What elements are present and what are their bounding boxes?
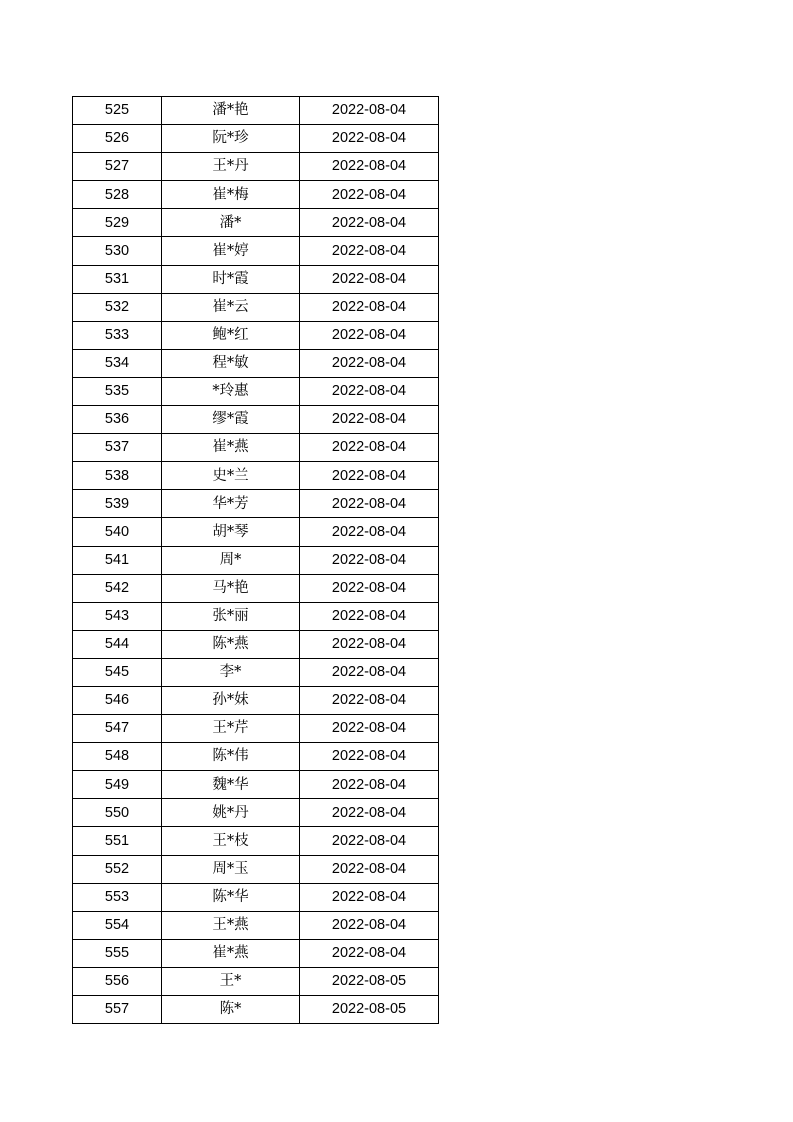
date-cell: 2022-08-04: [300, 546, 439, 574]
row-number-cell: 536: [73, 406, 162, 434]
row-number-cell: 552: [73, 855, 162, 883]
row-number-cell: 551: [73, 827, 162, 855]
table-row: [73, 237, 439, 265]
date-cell: 2022-08-04: [300, 462, 439, 490]
table-row: [73, 125, 439, 153]
date-cell: 2022-08-05: [300, 967, 439, 995]
table-row: [73, 349, 439, 377]
name-cell: 缪*霞: [162, 406, 300, 434]
date-cell: 2022-08-04: [300, 265, 439, 293]
date-cell: 2022-08-04: [300, 406, 439, 434]
table-row: [73, 883, 439, 911]
table-row: [73, 939, 439, 967]
table-row: [73, 743, 439, 771]
row-number-cell: 530: [73, 237, 162, 265]
row-number-cell: 534: [73, 349, 162, 377]
row-number-cell: 535: [73, 377, 162, 405]
row-number-cell: 539: [73, 490, 162, 518]
row-number-cell: 538: [73, 462, 162, 490]
date-cell: 2022-08-04: [300, 630, 439, 658]
row-number-cell: 549: [73, 771, 162, 799]
table-row: [73, 490, 439, 518]
date-cell: 2022-08-04: [300, 602, 439, 630]
date-cell: 2022-08-04: [300, 518, 439, 546]
table-row: [73, 153, 439, 181]
table-row: [73, 967, 439, 995]
date-cell: 2022-08-04: [300, 715, 439, 743]
table-row: [73, 602, 439, 630]
row-number-cell: 526: [73, 125, 162, 153]
row-number-cell: 556: [73, 967, 162, 995]
name-cell: 华*芳: [162, 490, 300, 518]
row-number-cell: 555: [73, 939, 162, 967]
table-row: [73, 715, 439, 743]
name-cell: *玲惠: [162, 377, 300, 405]
date-cell: 2022-08-05: [300, 996, 439, 1024]
table-row: [73, 546, 439, 574]
name-cell: 王*枝: [162, 827, 300, 855]
name-cell: 崔*云: [162, 293, 300, 321]
table-row: [73, 181, 439, 209]
name-cell: 陈*伟: [162, 743, 300, 771]
table-row: [73, 771, 439, 799]
date-cell: 2022-08-04: [300, 434, 439, 462]
date-cell: 2022-08-04: [300, 209, 439, 237]
name-cell: 鲍*红: [162, 321, 300, 349]
row-number-cell: 547: [73, 715, 162, 743]
row-number-cell: 548: [73, 743, 162, 771]
name-cell: 周*: [162, 546, 300, 574]
date-cell: 2022-08-04: [300, 771, 439, 799]
row-number-cell: 546: [73, 686, 162, 714]
date-cell: 2022-08-04: [300, 321, 439, 349]
table-row: [73, 406, 439, 434]
row-number-cell: 543: [73, 602, 162, 630]
row-number-cell: 532: [73, 293, 162, 321]
date-cell: 2022-08-04: [300, 743, 439, 771]
row-number-cell: 531: [73, 265, 162, 293]
date-cell: 2022-08-04: [300, 939, 439, 967]
name-cell: 魏*华: [162, 771, 300, 799]
row-number-cell: 525: [73, 97, 162, 125]
date-cell: 2022-08-04: [300, 686, 439, 714]
date-cell: 2022-08-04: [300, 181, 439, 209]
table-row: [73, 321, 439, 349]
row-number-cell: 542: [73, 574, 162, 602]
table-row: [73, 799, 439, 827]
row-number-cell: 537: [73, 434, 162, 462]
date-cell: 2022-08-04: [300, 855, 439, 883]
table-row: [73, 630, 439, 658]
row-number-cell: 540: [73, 518, 162, 546]
table-row: [73, 911, 439, 939]
row-number-cell: 545: [73, 658, 162, 686]
name-cell: 崔*燕: [162, 434, 300, 462]
name-cell: 程*敏: [162, 349, 300, 377]
date-cell: 2022-08-04: [300, 97, 439, 125]
row-number-cell: 553: [73, 883, 162, 911]
name-cell: 陈*: [162, 996, 300, 1024]
date-cell: 2022-08-04: [300, 799, 439, 827]
name-cell: 崔*婷: [162, 237, 300, 265]
name-cell: 李*: [162, 658, 300, 686]
date-cell: 2022-08-04: [300, 125, 439, 153]
date-cell: 2022-08-04: [300, 911, 439, 939]
table-row: [73, 462, 439, 490]
row-number-cell: 544: [73, 630, 162, 658]
table-row: [73, 827, 439, 855]
name-cell: 崔*燕: [162, 939, 300, 967]
table-row: [73, 996, 439, 1024]
date-cell: 2022-08-04: [300, 490, 439, 518]
row-number-cell: 557: [73, 996, 162, 1024]
name-cell: 王*燕: [162, 911, 300, 939]
name-cell: 陈*华: [162, 883, 300, 911]
name-cell: 潘*: [162, 209, 300, 237]
date-cell: 2022-08-04: [300, 153, 439, 181]
table-row: [73, 574, 439, 602]
name-cell: 马*艳: [162, 574, 300, 602]
name-cell: 陈*燕: [162, 630, 300, 658]
date-cell: 2022-08-04: [300, 293, 439, 321]
table-row: [73, 97, 439, 125]
table-row: [73, 686, 439, 714]
name-cell: 阮*珍: [162, 125, 300, 153]
table-row: [73, 377, 439, 405]
table-row: [73, 265, 439, 293]
row-number-cell: 527: [73, 153, 162, 181]
roster-table-body: [73, 97, 439, 1024]
row-number-cell: 533: [73, 321, 162, 349]
name-cell: 孙*妹: [162, 686, 300, 714]
name-cell: 周*玉: [162, 855, 300, 883]
row-number-cell: 541: [73, 546, 162, 574]
row-number-cell: 528: [73, 181, 162, 209]
name-cell: 胡*琴: [162, 518, 300, 546]
date-cell: 2022-08-04: [300, 377, 439, 405]
row-number-cell: 550: [73, 799, 162, 827]
date-cell: 2022-08-04: [300, 574, 439, 602]
name-cell: 姚*丹: [162, 799, 300, 827]
name-cell: 崔*梅: [162, 181, 300, 209]
date-cell: 2022-08-04: [300, 349, 439, 377]
table-row: [73, 209, 439, 237]
name-cell: 王*丹: [162, 153, 300, 181]
name-cell: 王*芹: [162, 715, 300, 743]
name-cell: 时*霞: [162, 265, 300, 293]
row-number-cell: 554: [73, 911, 162, 939]
table-row: [73, 658, 439, 686]
table-row: [73, 434, 439, 462]
date-cell: 2022-08-04: [300, 883, 439, 911]
table-row: [73, 293, 439, 321]
row-number-cell: 529: [73, 209, 162, 237]
name-cell: 王*: [162, 967, 300, 995]
name-cell: 张*丽: [162, 602, 300, 630]
name-cell: 史*兰: [162, 462, 300, 490]
name-cell: 潘*艳: [162, 97, 300, 125]
roster-table: [72, 96, 439, 1024]
date-cell: 2022-08-04: [300, 658, 439, 686]
table-row: [73, 855, 439, 883]
date-cell: 2022-08-04: [300, 827, 439, 855]
table-row: [73, 518, 439, 546]
date-cell: 2022-08-04: [300, 237, 439, 265]
